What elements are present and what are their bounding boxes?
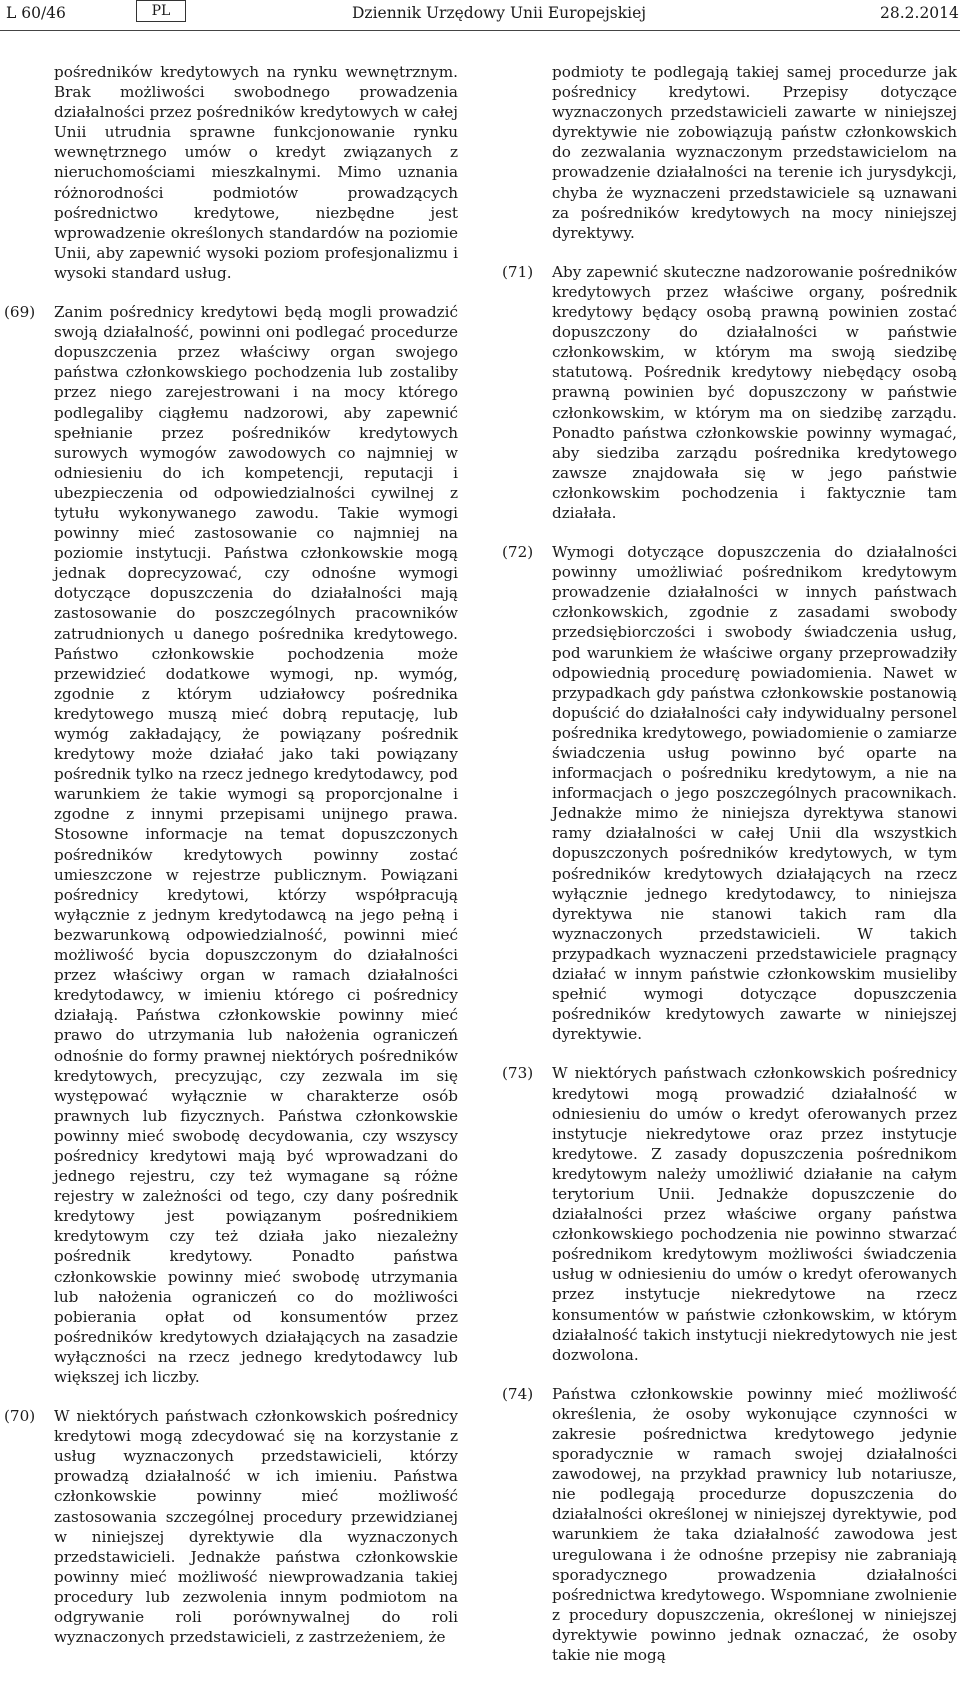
left-column [4,62,458,1666]
continuation-paragraph: podmioty te podlegają takiej samej procedurze jak pośrednicy kredytowi. Przepisy dotyczące wyznaczonych przedstawicieli zawarte w niniejszej dyrektywie nie zobowiązują państw członkowskich do zezwalania wyznaczonym przedstawicielom na prowadzenie działalności na terenie ich jurysdykcji, chyba że wyznaczeni przedstawiciele są uznawani za pośredników kredytowych na mocy niniejszej dyrektywy. [552,63,957,242]
page-header [0,0,960,36]
recital-text: Wymogi dotyczące dopuszczenia do działalności powinny umożliwiać pośrednikom kredytowym prowadzenie działalności w innych państwach członkowskich, zgodnie z zasadami swobody przedsiębiorczości i swobody świadczenia usług, pod warunkiem że właściwe organy przeprowadziły odpowiednią procedurę powiadomienia. Nawet w przypadkach gdy państwa członkowskie postanowią dopuścić do działalności cały indywidualny personel pośrednika kredytowego, powiadomienie o zamiarze świadczenia usług powinno być oparte na informacjach o pośredniku kredytowym, a nie na informacjach o jego poszczególnych pracownikach. Jednakże mimo że niniejsza dyrektywa stanowi ramy działalności w całej Unii dla wszystkich dopuszczonych pośredników kredytowych, w tym pośredników kredytowych działających na rzecz wyłącznie jednego kredytodawcy, to niniejsza dyrektywa nie stanowi takich ram dla wyznaczonych przedstawicieli. W takich przypadkach wyznaczeni przedstawiciele pragnący działać w innym państwie członkowskim musieliby spełnić wymogi dotyczące dopuszczenia pośredników kredytowych zawarte w niniejszej dyrektywie. [552,543,957,1044]
recital-number: (71) [502,262,534,281]
recital-number: (69) [4,303,36,322]
recital-text: W niektórych państwach członkowskich pośrednicy kredytowi mogą prowadzić działalność w odniesieniu do umów o kredyt oferowanych przez instytucje niekredytowe oraz przez instytucje kredytowe. Z zasady dopuszczenia pośrednikom kredytowym należy umożliwić działanie na całym terytorium Unii. Jednakże dopuszczenie do działalności przez właściwe organy państwa członkowskiego pochodzenia nie powinno stwarzać pośrednikom kredytowym możliwości świadczenia usług w odniesieniu do umów o kredyt oferowanych przez instytucje niekredytowe na rzecz konsumentów w państwie członkowskim, w którym działalność takich instytucji niekredytowych nie jest dozwolona. [552,1064,957,1364]
recital-number: (70) [4,1407,36,1426]
right-column [502,62,957,1684]
recital-number: (74) [502,1384,534,1403]
recital-number: (72) [502,543,534,562]
recital-text: W niektórych państwach członkowskich pośrednicy kredytowi mogą zdecydować się na korzystanie z usług wyznaczonych przedstawicieli, którzy prowadzą działalność w ich imieniu. Państwa członkowskie powinny mieć możliwość zastosowania szczególnej procedury przewidzianej w niniejszej dyrektywie dla wyznaczonych przedstawicieli. Jednakże państwa członkowskie powinny mieć możliwość niewprowadzania takiej procedury lub zezwolenia innym podmiotom na odgrywanie roli porównywalnej do roli wyznaczonych przedstawicieli, z zastrzeżeniem, że [54,1407,458,1647]
recital-73 [502,1063,957,1364]
recital-text: Państwa członkowskie powinny mieć możliwość określenia, że osoby wykonujące czynności w zakresie pośrednictwa kredytowego jedynie sporadycznie w ramach swojej działalności zawodowej, na przykład prawnicy lub notariusze, nie podlegają procedurze dopuszczenia do działalności określonej w niniejszej dyrektywie, pod warunkiem że taka działalność zawodowa jest uregulowana i że odnośne przepisy nie zabraniają sporadycznego prowadzenia działalności pośrednictwa kredytowego. Wspomniane zwolnienie z procedury dopuszczenia, określonej w niniejszej dyrektywie powinno jednak oznaczać, że osoby takie nie mogą [552,1384,957,1665]
language-badge: PL [136,0,186,22]
continuation-paragraph: pośredników kredytowych na rynku wewnętrznym. Brak możliwości swobodnego prowadzenia działalności przez pośredników kredytowych w całej Unii utrudnia sprawne funkcjonowanie rynku wewnętrznego umów o kredyt związanych z nieruchomościami mieszkalnymi. Mimo uznania różnorodności podmiotów prowadzących pośrednictwo kredytowe, niezbędne jest wprowadzenie określonych standardów na poziomie Unii, aby zapewnić wysoki poziom profesjonalizmu i wysoki standard usług. [54,63,458,282]
recital-text: Zanim pośrednicy kredytowi będą mogli prowadzić swoją działalność, powinni oni podlegać procedurze dopuszczenia przez właściwy organ swojego państwa członkowskiego pochodzenia lub zostaliby przez niego zarejestrowani i na mocy którego podlegaliby ciągłemu nadzorowi, aby zapewnić spełnianie przez pośredników kredytowych surowych wymogów zawodowych co najmniej w odniesieniu do ich kompetencji, reputacji i ubezpieczenia od odpowiedzialności cywilnej z tytułu wykonywanego zawodu. Takie wymogi powinny mieć zastosowanie co najmniej na poziomie instytucji. Państwa członkowskie mogą jednak doprecyzować, czy odnośne wymogi dotyczące dopuszczenia do działalności mają zastosowanie do poszczególnych pracowników zatrudnionych u danego pośrednika kredytowego. Państwo członkowskie pochodzenia może przewidzieć dodatkowe wymogi, np. wymóg, zgodnie z którym udziałowcy pośrednika kredytowego muszą mieć dobrą reputację, lub wymóg zakładający, że powiązany pośrednik kredytowy może działać jako taki powiązany pośrednik tylko na rzecz jednego kredytodawcy, pod warunkiem że takie wymogi są proporcjonalne i zgodne z innymi przepisami unijnego prawa. Stosowne informacje na temat dopuszczonych pośredników kredytowych powinny zostać umieszczone w rejestrze publicznym. Powiązani pośrednicy kredytowi, którzy współpracują wyłącznie z jednym kredytodawcą na jego pełną i bezwarunkową odpowiedzialność, powinni mieć możliwość bycia dopuszczonym do działalności przez właściwy organ w ramach działalności kredytodawcy, w imieniu którego ci pośrednicy działają. Państwa członkowskie powinny mieć prawo do utrzymania lub nałożenia ograniczeń odnośnie do formy prawnej niektórych pośredników kredytowych, precyzując, czy zezwala im się występować wyłącznie w charakterze osób prawnych lub fizycznych. Państwa członkowskie powinny mieć swobodę decydowania, czy wszyscy pośrednicy kredytowi mają być wprowadzani do jednego rejestru, czy też wymagane są różne rejestry w zależności od tego, czy dany pośrednik kredytowy jest powiązanym pośrednikiem kredytowym czy też działa jako niezależny pośrednik kredytowy. Ponadto państwa członkowskie powinny mieć swobodę utrzymania lub nałożenia ograniczeń co do możliwości pobierania opłat od konsumentów przez pośredników kredytowych działających na zasadzie wyłączności na rzecz jednego kredytodawcy lub większej ich liczby. [54,303,458,1386]
journal-title: Dziennik Urzędowy Unii Europejskiej [352,4,647,22]
recital-72 [502,542,957,1044]
recital-text: Aby zapewnić skuteczne nadzorowanie pośredników kredytowych przez właściwe organy, pośrednik kredytowy będący osobą prawną powinien zostać dopuszczony do działalności w państwie członkowskim, w którym ma swoją siedzibę statutową. Pośrednik kredytowy niebędący osobą prawną powinien być dopuszczony w państwie członkowskim, w którym ma on siedzibę zarządu. Ponadto państwa członkowskie powinny wymagać, aby siedziba zarządu pośrednika kredytowego zawsze znajdowała się w jego państwie członkowskim pochodzenia i faktycznie tam działała. [552,262,957,522]
recital-number: (73) [502,1064,534,1083]
recital-70 [4,1406,458,1647]
publication-date: 28.2.2014 [880,4,959,22]
header-rule [0,30,960,31]
recital-71 [502,262,957,523]
page-number: L 60/46 [6,4,66,22]
recital-74 [502,1384,957,1665]
recital-69 [4,302,458,1387]
